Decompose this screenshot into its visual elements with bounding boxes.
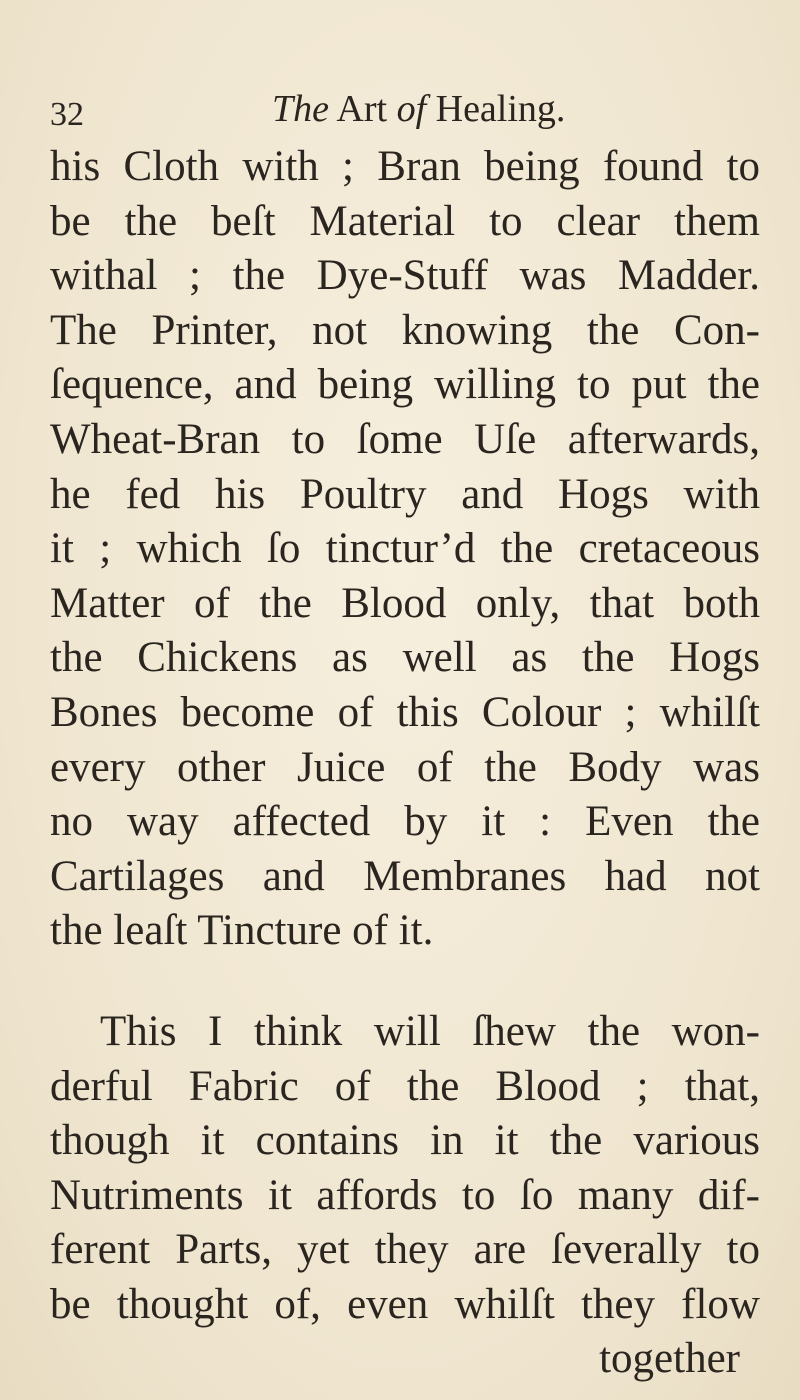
- text-line: ſequence, and being willing to put the: [50, 361, 760, 409]
- text-line: The Printer, not knowing the Con-: [50, 306, 760, 354]
- text-line: Bones become of this Colour ; whilſt: [50, 688, 760, 736]
- text-line: be the beſt Material to clear them: [50, 197, 760, 245]
- running-title-of: of: [396, 88, 427, 130]
- paragraph-2: [50, 1005, 760, 1387]
- text-line: Cartilages and Membranes had not: [50, 852, 760, 900]
- paragraph-gap: [50, 959, 760, 1005]
- running-title-the: The: [272, 88, 329, 130]
- text-line: he fed his Poultry and Hogs with: [50, 470, 760, 518]
- text-line: the leaſt Tincture of it.: [50, 907, 434, 955]
- running-title: [272, 84, 565, 134]
- text-line: withal ; the Dye-Stuff was Madder.: [50, 252, 760, 300]
- text-line: the Chickens as well as the Hogs: [50, 634, 760, 682]
- text-line: This I think will ſhew the won-: [100, 1007, 760, 1055]
- text-line: be thought of, even whilſt they flow: [50, 1280, 760, 1328]
- running-title-healing: Healing.: [435, 88, 566, 130]
- text-line: ferent Parts, yet they are ſeverally to: [50, 1226, 760, 1274]
- text-line: his Cloth with ; Bran being found to: [50, 143, 760, 190]
- text-line: Matter of the Blood only, that both: [50, 579, 760, 627]
- running-title-art: Art: [336, 88, 388, 130]
- page-number: 32: [50, 96, 84, 133]
- running-head: [50, 84, 750, 134]
- text-line: no way affected by it : Even the: [50, 798, 760, 846]
- body-text: [50, 140, 760, 1387]
- text-line: though it contains in it the various: [50, 1117, 760, 1165]
- paragraph-1: [50, 140, 760, 959]
- text-line: derful Fabric of the Blood ; that,: [50, 1062, 760, 1110]
- text-line: every other Juice of the Body was: [50, 743, 760, 791]
- text-line: Nutriments it affords to ſo many dif-: [50, 1171, 760, 1219]
- catchword: together: [599, 1335, 740, 1383]
- text-line: it ; which ſo tinctur’d the cretaceous: [50, 525, 760, 573]
- text-line: Wheat-Bran to ſome Uſe afterwards,: [50, 415, 760, 463]
